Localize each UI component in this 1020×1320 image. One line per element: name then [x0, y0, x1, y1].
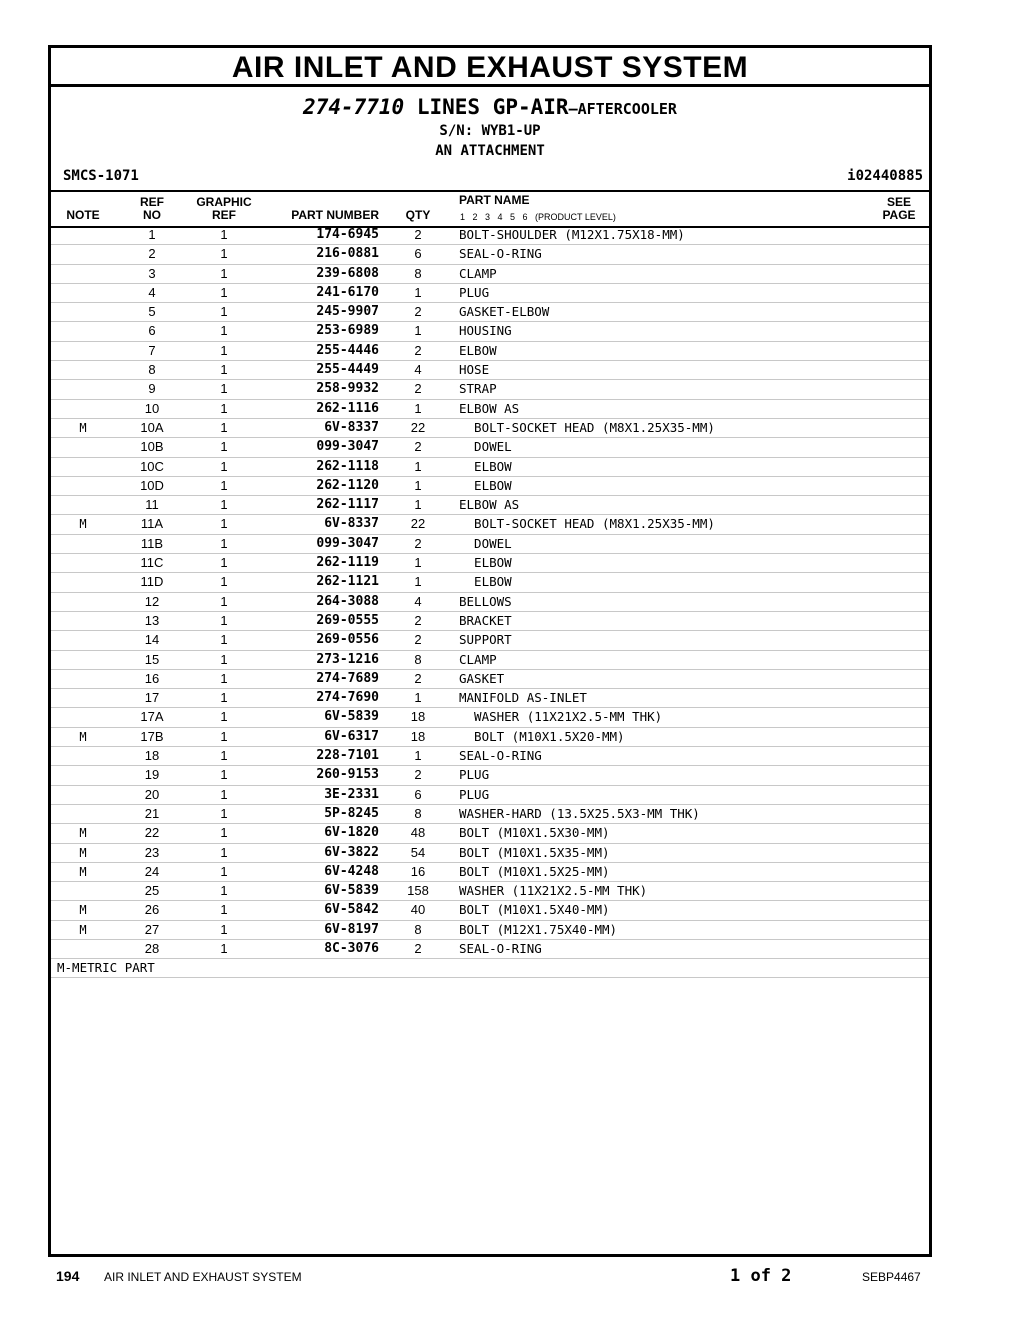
part-number-cell: 239-6808: [316, 265, 379, 281]
table-row: [51, 805, 929, 824]
part-number-cell: 262-1116: [316, 400, 379, 416]
ref-no-cell: 26: [144, 902, 160, 918]
header-graphic-top: GRAPHIC: [196, 195, 252, 209]
part-number-cell: 6V-3822: [324, 844, 379, 860]
part-number-cell: 3E-2331: [324, 786, 379, 802]
group-part-number: 274-7710: [303, 95, 405, 119]
part-name-cell: ELBOW AS: [459, 497, 520, 513]
table-row: [51, 515, 929, 534]
header-part-name: PART NAME: [459, 193, 530, 207]
part-name-cell: PLUG: [459, 284, 490, 300]
qty-cell: 1: [414, 284, 422, 300]
qty-cell: 1: [414, 497, 422, 513]
part-name-cell: HOSE: [459, 362, 490, 378]
part-number-cell: 6V-1820: [324, 825, 379, 841]
part-name-cell: BOLT (M10X1.5X20-MM): [459, 728, 625, 744]
part-name-cell: DOWEL: [459, 535, 512, 551]
note-cell: M: [79, 864, 87, 879]
table-row: [51, 824, 929, 843]
part-name-cell: DOWEL: [459, 439, 512, 455]
part-number-cell: 274-7689: [316, 670, 379, 686]
graphic-ref-cell: 1: [220, 690, 228, 706]
ref-no-cell: 27: [144, 921, 160, 937]
qty-cell: 18: [410, 709, 426, 725]
table-row: [51, 766, 929, 785]
table-row: [51, 380, 929, 399]
header-ref-top: REF: [140, 195, 164, 209]
part-name-cell: CLAMP: [459, 651, 497, 667]
part-name-cell: BOLT (M12X1.75X40-MM): [459, 921, 618, 937]
ref-no-cell: 1: [148, 227, 156, 242]
part-number-cell: 274-7690: [316, 690, 379, 706]
qty-cell: 1: [414, 477, 422, 493]
graphic-ref-cell: 1: [220, 670, 228, 686]
qty-cell: 2: [414, 767, 422, 783]
table-row: [51, 593, 929, 612]
qty-cell: 1: [414, 690, 422, 706]
table-row: [51, 708, 929, 727]
graphic-ref-cell: 1: [220, 632, 228, 648]
part-number-cell: 241-6170: [316, 284, 379, 300]
table-row: [51, 612, 929, 631]
graphic-ref-cell: 1: [220, 709, 228, 725]
part-name-cell: WASHER (11X21X2.5-MM THK): [459, 709, 663, 725]
header-see-bottom: PAGE: [882, 208, 916, 222]
table-row: [51, 651, 929, 670]
graphic-ref-cell: 1: [220, 304, 228, 320]
note-cell: M: [79, 729, 87, 744]
part-number-cell: 6V-5839: [324, 883, 379, 899]
ref-no-cell: 14: [144, 632, 160, 648]
part-name-cell: PLUG: [459, 767, 490, 783]
part-number-cell: 228-7101: [316, 748, 379, 764]
graphic-ref-cell: 1: [220, 477, 228, 493]
table-row: [51, 342, 929, 361]
note-cell: M: [79, 826, 87, 841]
graphic-ref-cell: 1: [220, 497, 228, 513]
graphic-ref-cell: 1: [220, 767, 228, 783]
table-row: [51, 322, 929, 341]
table-row: [51, 419, 929, 438]
ref-no-cell: 16: [144, 670, 160, 686]
note-cell: M: [79, 517, 87, 532]
part-name-cell: ELBOW: [459, 477, 512, 493]
part-number-cell: 6V-6317: [324, 728, 379, 744]
graphic-ref-cell: 1: [220, 883, 228, 899]
footer-page-count: 1 of 2: [730, 1266, 792, 1286]
graphic-ref-cell: 1: [220, 921, 228, 937]
ref-no-cell: 28: [144, 940, 160, 956]
part-number-cell: 260-9153: [316, 767, 379, 783]
qty-cell: 4: [414, 593, 422, 609]
qty-cell: 16: [410, 863, 426, 879]
ref-no-cell: 7: [148, 342, 156, 358]
ref-no-cell: 20: [144, 786, 160, 802]
part-name-cell: BOLT (M10X1.5X25-MM): [459, 863, 610, 879]
part-number-cell: 273-1216: [316, 651, 379, 667]
graphic-ref-cell: 1: [220, 612, 228, 628]
table-row: [51, 573, 929, 592]
part-name-cell: WASHER (11X21X2.5-MM THK): [459, 883, 648, 899]
graphic-ref-cell: 1: [220, 805, 228, 821]
part-number-cell: 099-3047: [316, 535, 379, 551]
part-name-cell: CLAMP: [459, 265, 497, 281]
part-name-cell: SEAL-O-RING: [459, 748, 542, 764]
part-number-cell: 099-3047: [316, 439, 379, 455]
ref-no-cell: 17: [144, 690, 160, 706]
table-row: [51, 670, 929, 689]
qty-cell: 18: [410, 728, 426, 744]
note-cell: M: [79, 922, 87, 937]
qty-cell: 48: [410, 825, 426, 841]
table-row: [51, 226, 929, 245]
graphic-ref-cell: 1: [220, 227, 228, 242]
part-name-cell: BOLT (M10X1.5X35-MM): [459, 844, 610, 860]
smcs-code: SMCS-1071: [63, 168, 139, 184]
graphic-ref-cell: 1: [220, 458, 228, 474]
part-number-cell: 6V-8337: [324, 516, 379, 532]
ref-no-cell: 4: [148, 284, 156, 300]
table-row: [51, 361, 929, 380]
graphic-ref-cell: 1: [220, 342, 228, 358]
ref-no-cell: 11B: [140, 535, 164, 551]
ref-no-cell: 11C: [140, 555, 164, 571]
table-row: [51, 535, 929, 554]
part-number-cell: 8C-3076: [324, 940, 379, 956]
part-name-cell: STRAP: [459, 381, 497, 397]
page-footer: [0, 1266, 1020, 1288]
ref-no-cell: 24: [144, 863, 160, 879]
ref-no-cell: 15: [144, 651, 160, 667]
header-note: NOTE: [66, 208, 100, 222]
table-row: [51, 844, 929, 863]
note-cell: M: [79, 420, 87, 435]
note-cell: M: [79, 845, 87, 860]
qty-cell: 2: [414, 342, 422, 358]
footer-section-title: AIR INLET AND EXHAUST SYSTEM: [104, 1270, 302, 1284]
ref-no-cell: 17A: [140, 709, 164, 725]
graphic-ref-cell: 1: [220, 400, 228, 416]
qty-cell: 2: [414, 612, 422, 628]
header-product-levels: 1 2 3 4 5 6 (PRODUCT LEVEL): [460, 212, 616, 222]
qty-cell: 8: [414, 805, 422, 821]
part-number-cell: 262-1119: [316, 555, 379, 571]
graphic-ref-cell: 1: [220, 265, 228, 281]
graphic-ref-cell: 1: [220, 362, 228, 378]
group-suffix: —AFTERCOOLER: [568, 100, 677, 118]
header-part-number: PART NUMBER: [291, 208, 379, 222]
parts-table-body: [51, 226, 929, 978]
metric-footnote: M-METRIC PART: [51, 959, 929, 978]
qty-cell: 158: [407, 883, 429, 899]
part-number-cell: 255-4446: [316, 342, 379, 358]
graphic-ref-cell: 1: [220, 748, 228, 764]
graphic-ref-cell: 1: [220, 419, 228, 435]
part-name-cell: SUPPORT: [459, 632, 512, 648]
part-number-cell: 258-9932: [316, 381, 379, 397]
ref-no-cell: 8: [148, 362, 156, 378]
graphic-ref-cell: 1: [220, 516, 228, 532]
part-name-cell: BOLT-SOCKET HEAD (M8X1.25X35-MM): [459, 516, 715, 532]
table-row: [51, 631, 929, 650]
qty-cell: 2: [414, 227, 422, 242]
part-name-cell: ELBOW: [459, 555, 512, 571]
graphic-ref-cell: 1: [220, 439, 228, 455]
qty-cell: 2: [414, 381, 422, 397]
ref-no-cell: 17B: [140, 728, 164, 744]
group-name: LINES GP-AIR: [416, 95, 569, 119]
ref-no-cell: 12: [144, 593, 160, 609]
qty-cell: 54: [410, 844, 426, 860]
ref-no-cell: 19: [144, 767, 160, 783]
ref-no-cell: 22: [144, 825, 160, 841]
table-row: [51, 458, 929, 477]
graphic-ref-cell: 1: [220, 786, 228, 802]
part-number-cell: 269-0555: [316, 612, 379, 628]
graphic-ref-cell: 1: [220, 902, 228, 918]
ref-no-cell: 10B: [140, 439, 164, 455]
table-row: [51, 921, 929, 940]
table-row: [51, 245, 929, 264]
graphic-ref-cell: 1: [220, 651, 228, 667]
ref-no-cell: 9: [148, 381, 156, 397]
part-name-cell: GASKET-ELBOW: [459, 304, 550, 320]
page-title: AIR INLET AND EXHAUST SYSTEM: [51, 48, 929, 87]
part-number-cell: 264-3088: [316, 593, 379, 609]
ref-no-cell: 3: [148, 265, 156, 281]
table-row: [51, 477, 929, 496]
ref-no-cell: 10: [144, 400, 160, 416]
ref-no-cell: 11D: [140, 574, 164, 590]
header-qty: QTY: [405, 208, 431, 222]
graphic-ref-cell: 1: [220, 284, 228, 300]
graphic-ref-cell: 1: [220, 844, 228, 860]
part-number-cell: 174-6945: [316, 227, 379, 242]
part-name-cell: BOLT-SHOULDER (M12X1.75X18-MM): [459, 227, 685, 242]
ref-no-cell: 10D: [140, 477, 164, 493]
part-number-cell: 253-6989: [316, 323, 379, 339]
qty-cell: 2: [414, 535, 422, 551]
part-number-cell: 245-9907: [316, 304, 379, 320]
ref-no-cell: 13: [144, 612, 160, 628]
table-row: [51, 747, 929, 766]
ref-no-cell: 11: [145, 497, 159, 513]
ref-no-cell: 23: [144, 844, 160, 860]
part-name-cell: WASHER-HARD (13.5X25.5X3-MM THK): [459, 805, 700, 821]
qty-cell: 1: [414, 400, 422, 416]
ref-no-cell: 18: [144, 748, 160, 764]
graphic-ref-cell: 1: [220, 940, 228, 956]
part-name-cell: BOLT (M10X1.5X30-MM): [459, 825, 610, 841]
part-name-cell: BELLOWS: [459, 593, 512, 609]
part-name-cell: ELBOW: [459, 574, 512, 590]
note-cell: M: [79, 903, 87, 918]
graphic-ref-cell: 1: [220, 574, 228, 590]
table-row: [51, 940, 929, 959]
qty-cell: 1: [414, 555, 422, 571]
qty-cell: 1: [414, 574, 422, 590]
graphic-ref-cell: 1: [220, 555, 228, 571]
page-frame: [48, 45, 932, 1257]
graphic-ref-cell: 1: [220, 863, 228, 879]
qty-cell: 1: [414, 458, 422, 474]
ref-no-cell: 11A: [140, 516, 164, 532]
header-graphic-bottom: REF: [212, 208, 236, 222]
part-name-cell: ELBOW AS: [459, 400, 520, 416]
table-row: [51, 882, 929, 901]
part-number-cell: 6V-8197: [324, 921, 379, 937]
qty-cell: 6: [414, 786, 422, 802]
part-number-cell: 255-4449: [316, 362, 379, 378]
graphic-ref-cell: 1: [220, 323, 228, 339]
qty-cell: 8: [414, 651, 422, 667]
header-ref-bottom: NO: [143, 208, 161, 222]
part-name-cell: BOLT (M10X1.5X40-MM): [459, 902, 610, 918]
table-row: [51, 689, 929, 708]
qty-cell: 8: [414, 921, 422, 937]
part-name-cell: ELBOW: [459, 458, 512, 474]
attachment-label: AN ATTACHMENT: [435, 143, 545, 159]
qty-cell: 2: [414, 439, 422, 455]
part-number-cell: 262-1117: [316, 497, 379, 513]
group-title: [51, 94, 929, 122]
part-name-cell: SEAL-O-RING: [459, 246, 542, 262]
part-name-cell: HOUSING: [459, 323, 512, 339]
qty-cell: 4: [414, 362, 422, 378]
qty-cell: 2: [414, 304, 422, 320]
graphic-ref-cell: 1: [220, 825, 228, 841]
table-row: [51, 496, 929, 515]
qty-cell: 1: [414, 748, 422, 764]
ref-no-cell: 5: [148, 304, 156, 320]
graphic-ref-cell: 1: [220, 593, 228, 609]
graphic-ref-cell: 1: [220, 728, 228, 744]
qty-cell: 40: [410, 902, 426, 918]
part-number-cell: 5P-8245: [324, 805, 379, 821]
ref-no-cell: 2: [148, 246, 156, 262]
qty-cell: 1: [414, 323, 422, 339]
part-name-cell: ELBOW: [459, 342, 497, 358]
table-row: [51, 438, 929, 457]
part-name-cell: BRACKET: [459, 612, 512, 628]
serial-range: S/N: WYB1-UP: [439, 123, 541, 139]
part-name-cell: BOLT-SOCKET HEAD (M8X1.25X35-MM): [459, 419, 715, 435]
table-row: [51, 303, 929, 322]
table-row: [51, 728, 929, 747]
part-number-cell: 216-0881: [316, 246, 379, 262]
table-row: [51, 265, 929, 284]
part-number-cell: 6V-4248: [324, 863, 379, 879]
table-row: [51, 863, 929, 882]
part-name-cell: PLUG: [459, 786, 490, 802]
graphic-ref-cell: 1: [220, 381, 228, 397]
ref-no-cell: 6: [148, 323, 156, 339]
footer-page-number: 194: [56, 1268, 80, 1284]
table-header: [51, 190, 929, 228]
qty-cell: 8: [414, 265, 422, 281]
header-see-top: SEE: [886, 195, 911, 209]
part-number-cell: 262-1118: [316, 458, 379, 474]
ref-no-cell: 10A: [140, 419, 164, 435]
part-number-cell: 6V-5842: [324, 902, 379, 918]
qty-cell: 22: [410, 516, 426, 532]
part-name-cell: SEAL-O-RING: [459, 940, 542, 956]
table-row: [51, 284, 929, 303]
qty-cell: 6: [414, 246, 422, 262]
part-name-cell: MANIFOLD AS-INLET: [459, 690, 587, 706]
table-row: [51, 786, 929, 805]
table-row: [51, 554, 929, 573]
part-number-cell: 6V-5839: [324, 709, 379, 725]
part-name-cell: GASKET: [459, 670, 505, 686]
qty-cell: 22: [410, 419, 426, 435]
qty-cell: 2: [414, 940, 422, 956]
part-number-cell: 262-1121: [316, 574, 379, 590]
ref-no-cell: 21: [144, 805, 160, 821]
table-row: [51, 400, 929, 419]
ref-no-cell: 10C: [140, 458, 164, 474]
qty-cell: 2: [414, 670, 422, 686]
part-number-cell: 6V-8337: [324, 419, 379, 435]
footer-document-id: SEBP4467: [862, 1270, 921, 1284]
table-row: [51, 901, 929, 920]
graphic-ref-cell: 1: [220, 246, 228, 262]
part-number-cell: 269-0556: [316, 632, 379, 648]
part-number-cell: 262-1120: [316, 477, 379, 493]
graphic-ref-cell: 1: [220, 535, 228, 551]
qty-cell: 2: [414, 632, 422, 648]
illustration-id: i02440885: [847, 168, 923, 184]
ref-no-cell: 25: [144, 883, 160, 899]
